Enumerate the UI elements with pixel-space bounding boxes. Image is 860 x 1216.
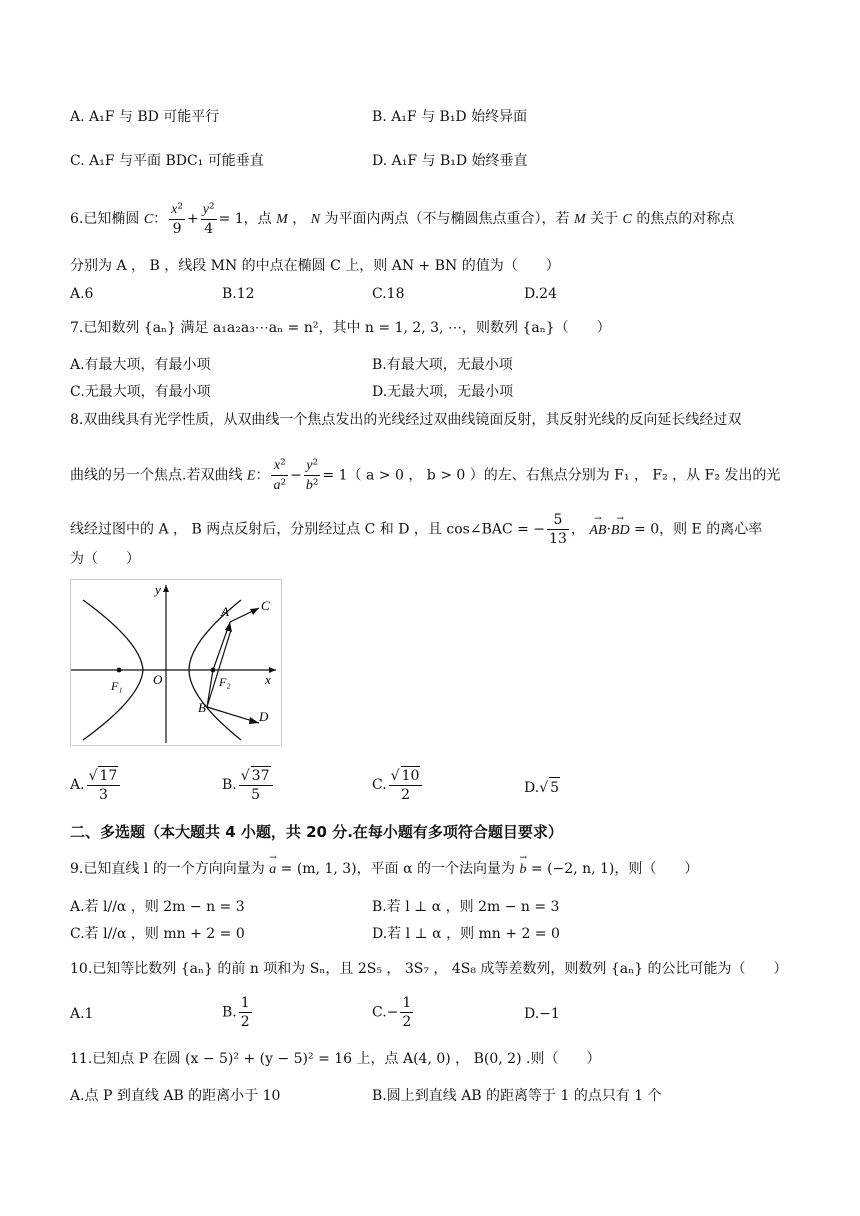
q9-option-c: C.若 l//α ，则 mn + 2 = 0 xyxy=(70,926,245,942)
q6-option-a: A.6 xyxy=(70,286,94,302)
q6-option-d: D.24 xyxy=(524,286,557,302)
q8-hyperbola-y-term: $\frac{\text{y²}}{\text{b²}}$ xyxy=(305,457,319,493)
ray-b-d-arrow xyxy=(249,717,259,724)
q6-ellipse-x-term: $\frac{\text{x²}}{9}$ xyxy=(171,201,183,237)
label-c: C xyxy=(261,598,270,613)
label-f1: F₁ xyxy=(111,679,123,693)
ray-a-c-arrow xyxy=(250,608,259,615)
q6-stem-line1: 6.已知椭圆 C： $\frac{\text{x²}}{9}$ + $\frac{\text{y²}}{4}$ = 1，点 M ， N 为平面内两点（不与椭圆焦点重合），若 M 关于 C 的焦点的对称点 xyxy=(70,201,735,237)
q5-option-c: C. A₁F 与平面 BDC₁ 可能垂直 xyxy=(70,153,264,169)
q8-stem-line2: 曲线的另一个焦点.若双曲线 E： $\frac{\text{x²}}{\text{a²}}$ − $\frac{\text{y²}}{\text{b²}}$ = 1（ a > 0 ， b > 0 ）的左、右焦点分别为 F₁ ， F₂ ，从 F₂ 发出的光 xyxy=(70,457,781,493)
q9-option-a: A.若 l//α ，则 2m − n = 3 xyxy=(70,899,245,915)
q6-stem-line2: 分别为 A ， B ，线段 MN 的中点在椭圆 C 上，则 AN + BN 的值为（ ） xyxy=(70,258,560,274)
q8-option-a: A. $\frac{√ 17}{3}$ xyxy=(70,766,122,804)
q10-option-c: C.− $\frac{1}{2}$ xyxy=(372,995,412,1030)
q5-option-b: B. A₁F 与 B₁D 始终异面 xyxy=(372,109,528,125)
label-a: A xyxy=(221,604,229,619)
y-axis-arrow xyxy=(163,585,169,592)
q11-option-b: B.圆上到直线 AB 的距离等于 1 的点只有 1 个 xyxy=(372,1088,662,1104)
q6-ellipse-y-term: $\frac{\text{y²}}{4}$ xyxy=(202,201,215,237)
q7-option-a: A.有最大项，有最小项 xyxy=(70,357,211,373)
q10-stem: 10.已知等比数列 {aₙ} 的前 n 项和为 Sₙ，且 2S₅ ， 3S₇ ， 4S₈ 成等差数列，则数列 {aₙ} 的公比可能为（ ） xyxy=(70,961,788,977)
q5-option-a: A. A₁F 与 BD 可能平行 xyxy=(70,109,220,125)
q6-option-c: C.18 xyxy=(372,286,405,302)
q7-option-d: D.无最大项，无最小项 xyxy=(372,384,514,400)
label-o: O xyxy=(153,672,163,687)
q8-hyperbola-x-term: $\frac{\text{x²}}{\text{a²}}$ xyxy=(273,457,287,493)
q11-stem: 11.已知点 P 在圆 (x − 5)² + (y − 5)² = 16 上，点 A(4, 0) ， B(0, 2) .则（ ） xyxy=(70,1051,601,1067)
q8-option-b: B. $\frac{√ 37}{5}$ xyxy=(222,766,275,804)
hyperbola-figure xyxy=(70,579,282,746)
q8-cos-fraction: $\frac{5}{13}$ xyxy=(549,512,567,547)
q8-option-c: C. $\frac{√ 10}{2}$ xyxy=(372,766,424,804)
q7-stem: 7.已知数列 {aₙ} 满足 a₁a₂a₃⋯aₙ = n²，其中 n = 1, 2, 3, ⋯，则数列 {aₙ}（ ） xyxy=(70,320,611,336)
q10-option-b: B. $\frac{1}{2}$ xyxy=(222,995,250,1030)
q7-option-c: C.无最大项，有最小项 xyxy=(70,384,211,400)
ray-f2-b xyxy=(207,670,213,707)
label-y: y xyxy=(155,582,161,597)
q10-option-d: D.−1 xyxy=(524,1006,560,1022)
q11-option-a: A.点 P 到直线 AB 的距离小于 10 xyxy=(70,1088,281,1104)
q8-stem-line3: 线经过图中的 A ， B 两点反射后，分别经过点 C 和 D ，且 cos∠BAC = − $\frac{5}{13}$ ， → AB·→ BD = 0，则 E 的离心率 xyxy=(70,511,762,548)
q6-option-b: B.12 xyxy=(222,286,255,302)
section-2-title: 二、多选题（本大题共 4 小题，共 20 分.在每小题有多项符合题目要求） xyxy=(70,823,563,841)
q8-stem-line4: 为（ ） xyxy=(70,551,140,567)
label-f2: F₂ xyxy=(219,675,231,689)
ray-b-a xyxy=(207,630,231,707)
label-d: D xyxy=(259,709,269,724)
label-x: x xyxy=(265,672,271,687)
q8-stem-line1: 8.双曲线具有光学性质，从双曲线一个焦点发出的光线经过双曲线镜面反射，其反射光线的反向延长线经过双 xyxy=(70,412,742,428)
q7-option-b: B.有最大项，无最小项 xyxy=(372,357,513,373)
focus-f1 xyxy=(117,668,122,673)
q9-option-b: B.若 l ⊥ α ，则 2m − n = 3 xyxy=(372,899,560,915)
q9-option-d: D.若 l ⊥ α ，则 mn + 2 = 0 xyxy=(372,926,560,942)
q8-option-d: D.√ 5 xyxy=(524,777,560,798)
q10-option-a: A.1 xyxy=(70,1006,94,1022)
q5-option-d: D. A₁F 与 B₁D 始终垂直 xyxy=(372,153,528,169)
label-b: B xyxy=(198,700,206,715)
q9-stem: 9.已知直线 l 的一个方向向量为 → a = (m, 1, 3)，平面 α 的一个法向量为 → b = (−2, n, 1)，则（ ） xyxy=(70,859,698,880)
